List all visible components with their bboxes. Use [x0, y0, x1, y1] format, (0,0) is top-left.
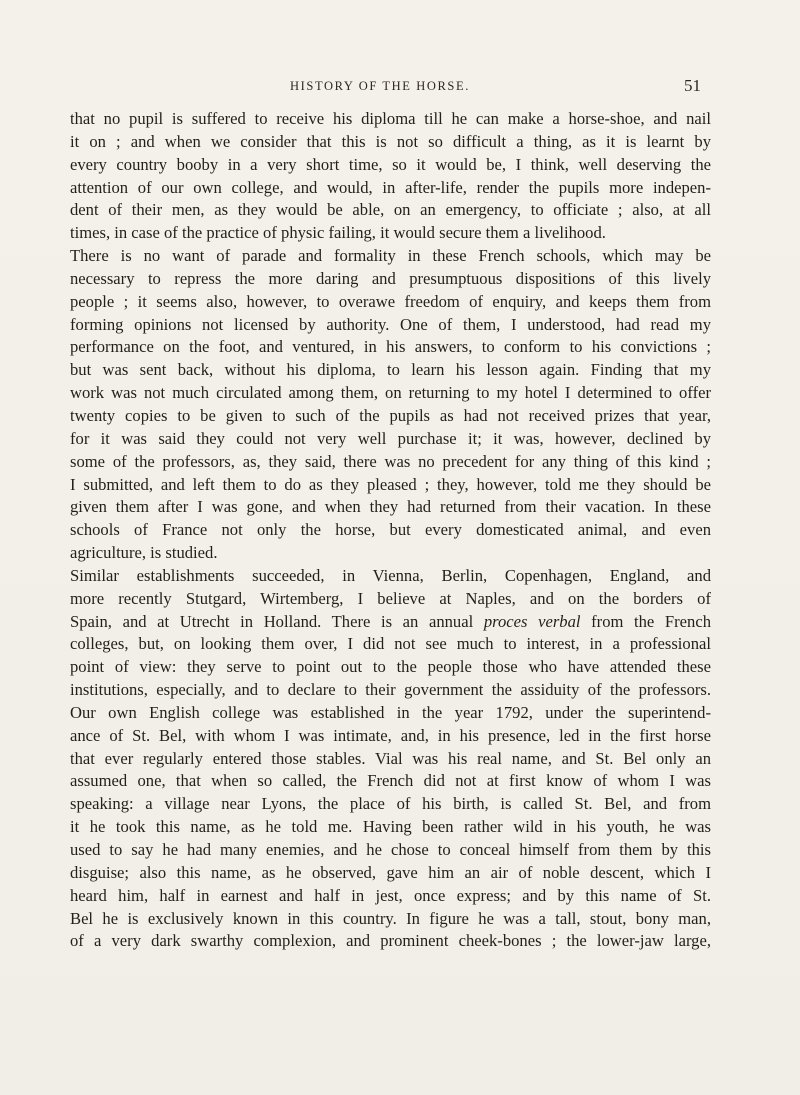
- text-line: given them after I was gone, and when they had returned from their vacation. In these: [70, 497, 711, 517]
- text-line: more recently Stutgard, Wirtemberg, I believe at Naples, and on the borders of: [70, 588, 711, 608]
- text-line: performance on the foot, and ventured, in his answers, to conform to his convictions ;: [70, 337, 711, 357]
- text-line: speaking: a village near Lyons, the place of his birth, is called St. Bel, and from: [70, 794, 711, 814]
- text-line: but was sent back, without his diploma, to learn his lesson again. Finding that my: [70, 360, 711, 380]
- text-line: dent of their men, as they would be able, on an emergency, to officiate ; also, at all: [70, 200, 711, 220]
- text-segment: Spain, and at Utrecht in Holland. There is an annual: [70, 611, 474, 631]
- text-line: disguise; also this name, as he observed, gave him an air of noble descent, which I: [70, 862, 711, 882]
- text-line: institutions, especially, and to declare to their government the assiduity of the professors.: [70, 680, 711, 700]
- running-title: HISTORY OF THE HORSE.: [290, 79, 470, 93]
- text-line: schools of France not only the horse, but every domesticated animal, and even: [70, 520, 711, 540]
- text-line: times, in case of the practice of physic failing, it would secure them a livelihood.: [70, 223, 606, 243]
- text-line: work was not much circulated among them, on returning to my hotel I determined to offer: [70, 383, 711, 403]
- text-line: used to say he had many enemies, and he chose to conceal himself from them by this: [70, 840, 711, 859]
- text-line: point of view: they serve to point out to the people those who have attended these: [70, 657, 711, 677]
- page-number: 51: [684, 76, 701, 95]
- text-line: that no pupil is suffered to receive his diploma till he can make a horse-shoe, and nail: [70, 109, 711, 128]
- text-line: colleges, but, on looking them over, I did not see much to interest, in a professional: [70, 634, 711, 654]
- text-line: of a very dark swarthy complexion, and prominent cheek-bones ; the lower-jaw large,: [70, 931, 711, 951]
- text-line: forming opinions not licensed by authority. One of them, I understood, had read my: [70, 314, 711, 334]
- text-line: for it was said they could not very well purchase it; it was, however, declined by: [70, 428, 711, 448]
- text-line: agriculture, is studied.: [70, 543, 218, 563]
- text-line: people ; it seems also, however, to overawe freedom of enquiry, and keeps them from: [70, 291, 711, 311]
- text-line: every country booby in a very short time, so it would be, I think, well deserving the: [70, 154, 711, 174]
- text-line: it on ; and when we consider that this is not so difficult a thing, as it is learnt by: [70, 131, 711, 151]
- text-line: some of the professors, as, they said, there was no precedent for any thing of this kind ;: [70, 451, 711, 471]
- text-line: Our own English college was established in the year 1792, under the superintend-: [70, 702, 711, 722]
- text-line: necessary to repress the more daring and presumptuous dispositions of this lively: [70, 268, 711, 288]
- text-line: heard him, half in earnest and half in jest, once express; and by this name of St.: [70, 885, 711, 905]
- text-line: that ever regularly entered those stables. Vial was his real name, and St. Bel only an: [70, 748, 711, 768]
- text-line: it he took this name, as he told me. Having been rather wild in his youth, he was: [70, 817, 711, 837]
- text-line: There is no want of parade and formality in these French schools, which may be: [70, 246, 711, 266]
- text-line: Similar establishments succeeded, in Vienna, Berlin, Copenhagen, England, and: [70, 565, 711, 585]
- text-line: attention of our own college, and would, in after-life, render the pupils more indepen-: [70, 177, 711, 197]
- text-line: I submitted, and left them to do as they pleased ; they, however, told me they should be: [70, 474, 711, 494]
- body-text: [70, 108, 711, 953]
- text-line: assumed one, that when so called, the French did not at first know of whom I was: [70, 771, 711, 791]
- text-line: ance of St. Bel, with whom I was intimate, and, in his presence, led in the first horse: [70, 725, 711, 745]
- text-line: Bel he is exclusively known in this country. In figure he was a tall, stout, bony man,: [70, 908, 711, 928]
- running-head: [0, 76, 800, 99]
- text-line: twenty copies to be given to such of the pupils as had not received prizes that year,: [70, 405, 711, 425]
- italic-phrase: proces verbal: [483, 611, 581, 631]
- text-segment: from the French: [591, 611, 711, 631]
- text-line-with-italic: [70, 611, 711, 634]
